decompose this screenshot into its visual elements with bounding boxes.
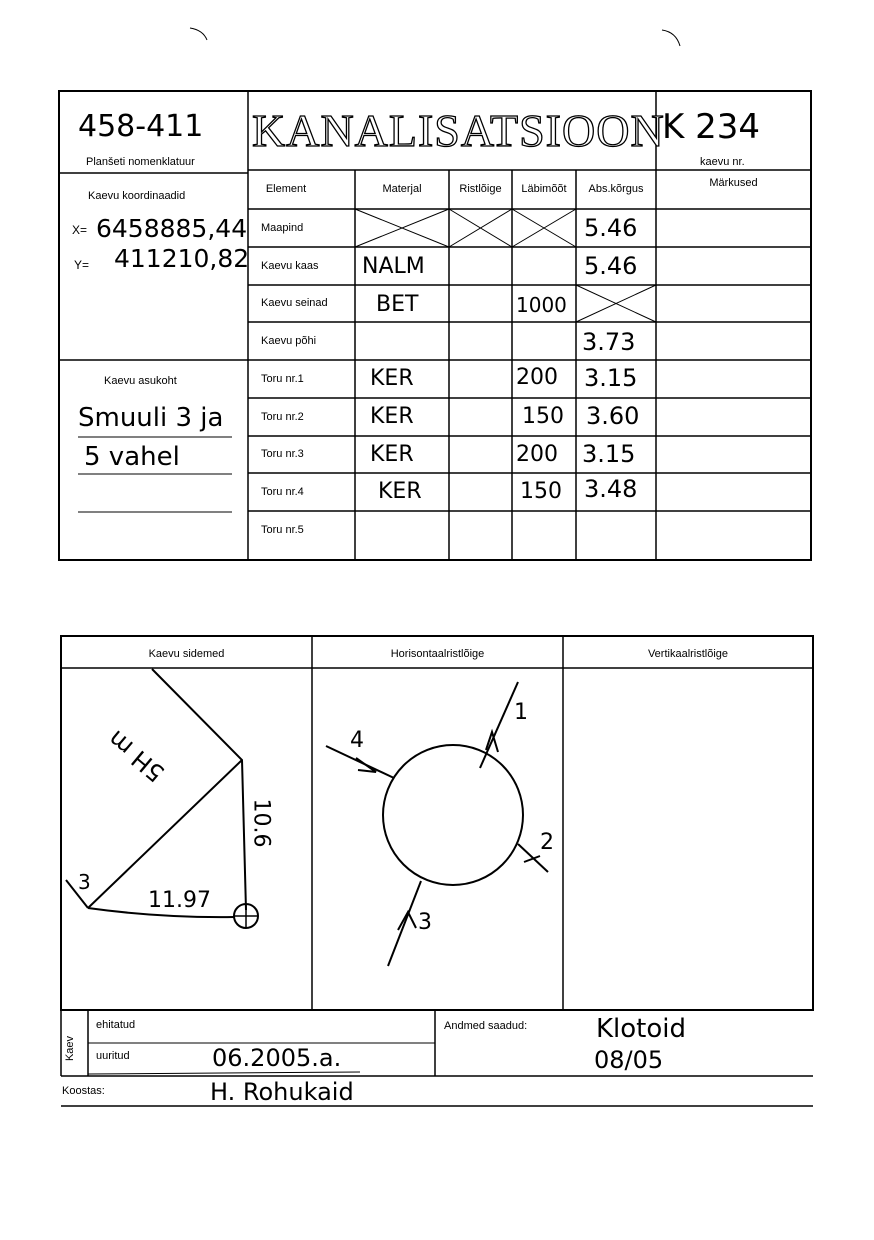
ties-label: Kaevu sidemed [148, 647, 225, 660]
tie-length-a: 5H m [102, 724, 170, 788]
well-number: K 234 [662, 107, 760, 147]
updated-value: 06.2005.a. [212, 1044, 342, 1072]
row-height: 5.46 [584, 214, 638, 242]
location-label: Kaevu asukoht [104, 375, 177, 387]
well-label: kaevu nr. [700, 156, 745, 168]
row-height: 3.60 [586, 402, 640, 430]
plan-label: Planšeti nomenklatuur [86, 156, 195, 168]
col-header-element: Element [265, 183, 307, 195]
compiled-label: Koostas: [62, 1085, 105, 1097]
data-source-label: Andmed saadud: [444, 1020, 528, 1032]
x-value: 6458885,44 [96, 214, 248, 243]
row-material: KER [370, 442, 414, 467]
row-element: Toru nr.1 [261, 373, 304, 385]
location-line-2: 5 vahel [84, 442, 180, 472]
pipe-number-2: 2 [540, 830, 554, 855]
row-element: Toru nr.2 [261, 411, 304, 423]
row-material: KER [370, 404, 414, 429]
pipe-number-1: 1 [514, 700, 528, 725]
pipe-number-4: 4 [350, 728, 364, 753]
x-label: X= [72, 223, 88, 237]
kaev-label: Kaev [64, 1035, 77, 1062]
location-line-1: Smuuli 3 ja [78, 403, 224, 433]
row-element: Kaevu põhi [261, 335, 317, 347]
row-element: Kaevu kaas [261, 260, 319, 272]
row-material: KER [370, 366, 414, 391]
compiled-value: H. Rohukaid [210, 1078, 354, 1106]
coordinates-label: Kaevu koordinaadid [88, 190, 186, 202]
row-diameter: 200 [516, 442, 558, 467]
y-label: Y= [74, 258, 90, 272]
updated-label: uuritud [96, 1050, 130, 1062]
data-source-value: Klotoid [596, 1014, 687, 1044]
row-height: 3.48 [584, 475, 638, 503]
page-title: KANALISATSIOON [252, 105, 665, 156]
y-value: 411210,82 [114, 244, 250, 273]
row-height: 3.15 [584, 364, 638, 392]
row-material: KER [378, 479, 422, 504]
row-element: Toru nr.5 [261, 524, 304, 536]
row-height: 3.15 [582, 440, 636, 468]
row-diameter: 150 [522, 404, 564, 429]
row-diameter: 200 [516, 365, 558, 390]
col-header-height: Abs.kõrgus [588, 183, 644, 195]
row-height: 5.46 [584, 252, 638, 280]
data-source-date: 08/05 [594, 1046, 664, 1074]
row-element: Maapind [261, 222, 304, 234]
horizontal-section-label: Horisontaalristlõige [390, 647, 485, 660]
row-height: 3.73 [582, 328, 636, 356]
tie-corner-number: 3 [78, 870, 91, 894]
plan-number: 458-411 [78, 109, 204, 144]
row-material: BET [376, 292, 419, 317]
tie-length-c: 11.97 [148, 888, 211, 913]
row-element: Toru nr.4 [261, 486, 304, 498]
tie-length-b: 10.6 [248, 798, 274, 848]
row-element: Kaevu seinad [261, 297, 328, 309]
col-header-notes: Märkused [709, 177, 758, 189]
row-diameter: 150 [520, 479, 562, 504]
row-diameter: 1000 [516, 293, 567, 317]
built-label: ehitatud [96, 1019, 136, 1031]
col-header-cross: Ristlõige [459, 183, 502, 195]
pipe-number-3: 3 [418, 910, 432, 935]
row-material: NALM [362, 254, 425, 279]
col-header-diameter: Läbimõõt [521, 183, 567, 195]
vertical-section-label: Vertikaalristlõige [647, 647, 729, 660]
row-element: Toru nr.3 [261, 448, 304, 460]
col-header-material: Materjal [382, 183, 422, 195]
